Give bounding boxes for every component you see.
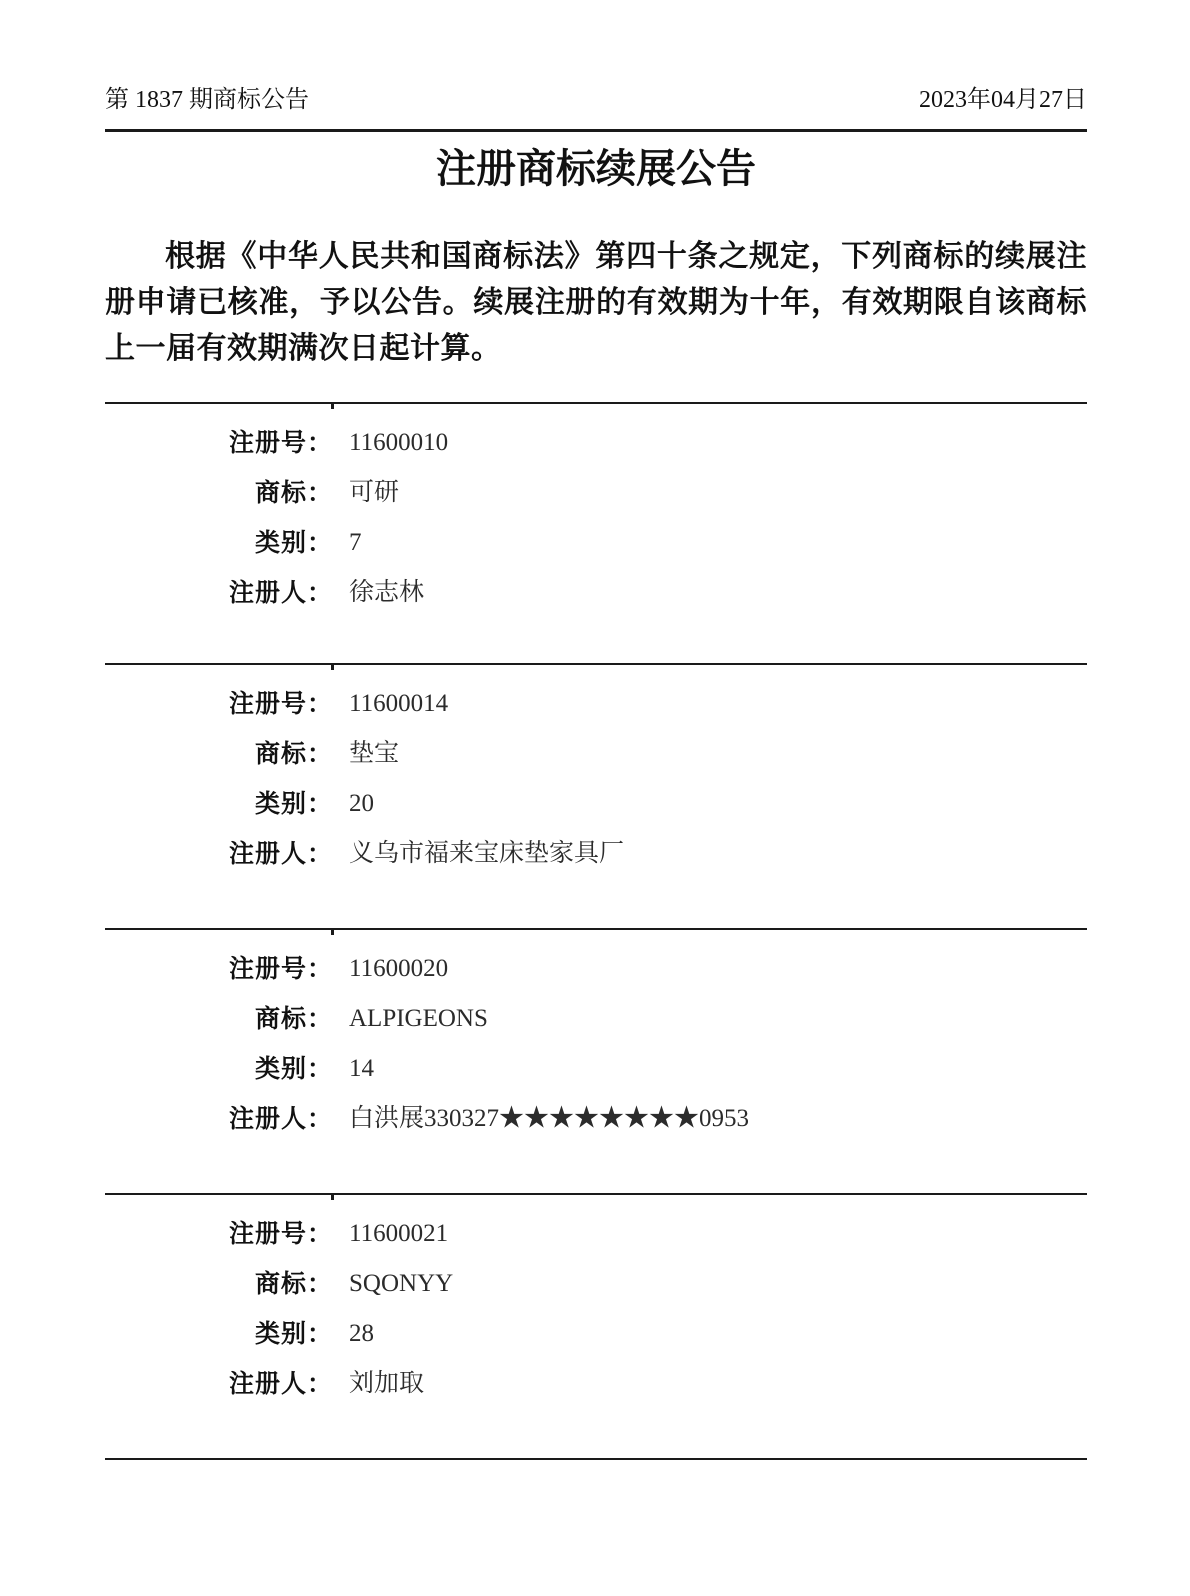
trademark-entry	[105, 663, 1087, 928]
reg-no-value: 11600014	[349, 690, 449, 717]
field-row	[105, 779, 1087, 829]
field-label-reg-no: 注册号：	[228, 1220, 333, 1248]
reg-no-value: 11600021	[349, 1220, 449, 1247]
field-row	[105, 1359, 1087, 1409]
field-label-trademark: 商标：	[254, 1005, 333, 1033]
field-row	[105, 1044, 1087, 1094]
registrant-value: 徐志林	[349, 579, 425, 606]
field-label-class: 类别：	[254, 1055, 333, 1083]
field-label-reg-no: 注册号：	[228, 690, 333, 718]
class-value: 14	[349, 1055, 374, 1082]
bottom-divider	[105, 1458, 1087, 1460]
page-title: 注册商标续展公告	[436, 146, 756, 191]
field-label-registrant: 注册人：	[228, 1105, 333, 1133]
field-row	[105, 468, 1087, 518]
gazette-issue-label: 第 1837 期商标公告	[105, 87, 309, 113]
field-row	[105, 679, 1087, 729]
page-header	[105, 86, 1087, 132]
registrant-value: 义乌市福来宝床垫家具厂	[349, 840, 625, 867]
class-value: 20	[349, 790, 374, 817]
field-label-registrant: 注册人：	[228, 840, 333, 868]
reg-no-value: 11600010	[349, 429, 449, 456]
field-row	[105, 829, 1087, 879]
field-label-trademark: 商标：	[254, 740, 333, 768]
field-row	[105, 994, 1087, 1044]
registrant-value: 白洪展330327★★★★★★★★0953	[349, 1105, 750, 1132]
trademark-value: SQONYY	[349, 1270, 454, 1297]
field-row	[105, 1094, 1087, 1144]
trademark-value: 垫宝	[349, 740, 400, 767]
class-value: 28	[349, 1320, 374, 1347]
intro-paragraph: 根据《中华人民共和国商标法》第四十条之规定，下列商标的续展注册申请已核准，予以公告。续展注册的有效期为十年，有效期限自该商标上一届有效期满次日起计算。	[105, 240, 1087, 365]
field-row	[105, 518, 1087, 568]
field-row	[105, 568, 1087, 618]
field-label-reg-no: 注册号：	[228, 955, 333, 983]
trademark-entry	[105, 1193, 1087, 1458]
reg-no-value: 11600020	[349, 955, 449, 982]
trademark-value: ALPIGEONS	[349, 1005, 488, 1032]
field-row	[105, 1309, 1087, 1359]
field-label-reg-no: 注册号：	[228, 429, 333, 457]
field-label-registrant: 注册人：	[228, 1370, 333, 1398]
field-label-class: 类别：	[254, 529, 333, 557]
trademark-value: 可研	[349, 479, 400, 506]
trademark-entry	[105, 402, 1087, 663]
field-label-trademark: 商标：	[254, 1270, 333, 1298]
registrant-value: 刘加取	[349, 1370, 425, 1397]
field-label-trademark: 商标：	[254, 479, 333, 507]
field-row	[105, 729, 1087, 779]
gazette-date: 2023年04月27日	[919, 87, 1087, 113]
field-row	[105, 1209, 1087, 1259]
field-row	[105, 944, 1087, 994]
field-row	[105, 1259, 1087, 1309]
field-label-registrant: 注册人：	[228, 579, 333, 607]
field-label-class: 类别：	[254, 1320, 333, 1348]
field-row	[105, 418, 1087, 468]
trademark-entry	[105, 928, 1087, 1193]
field-label-class: 类别：	[254, 790, 333, 818]
class-value: 7	[349, 529, 362, 556]
trademark-entries	[105, 402, 1087, 1460]
